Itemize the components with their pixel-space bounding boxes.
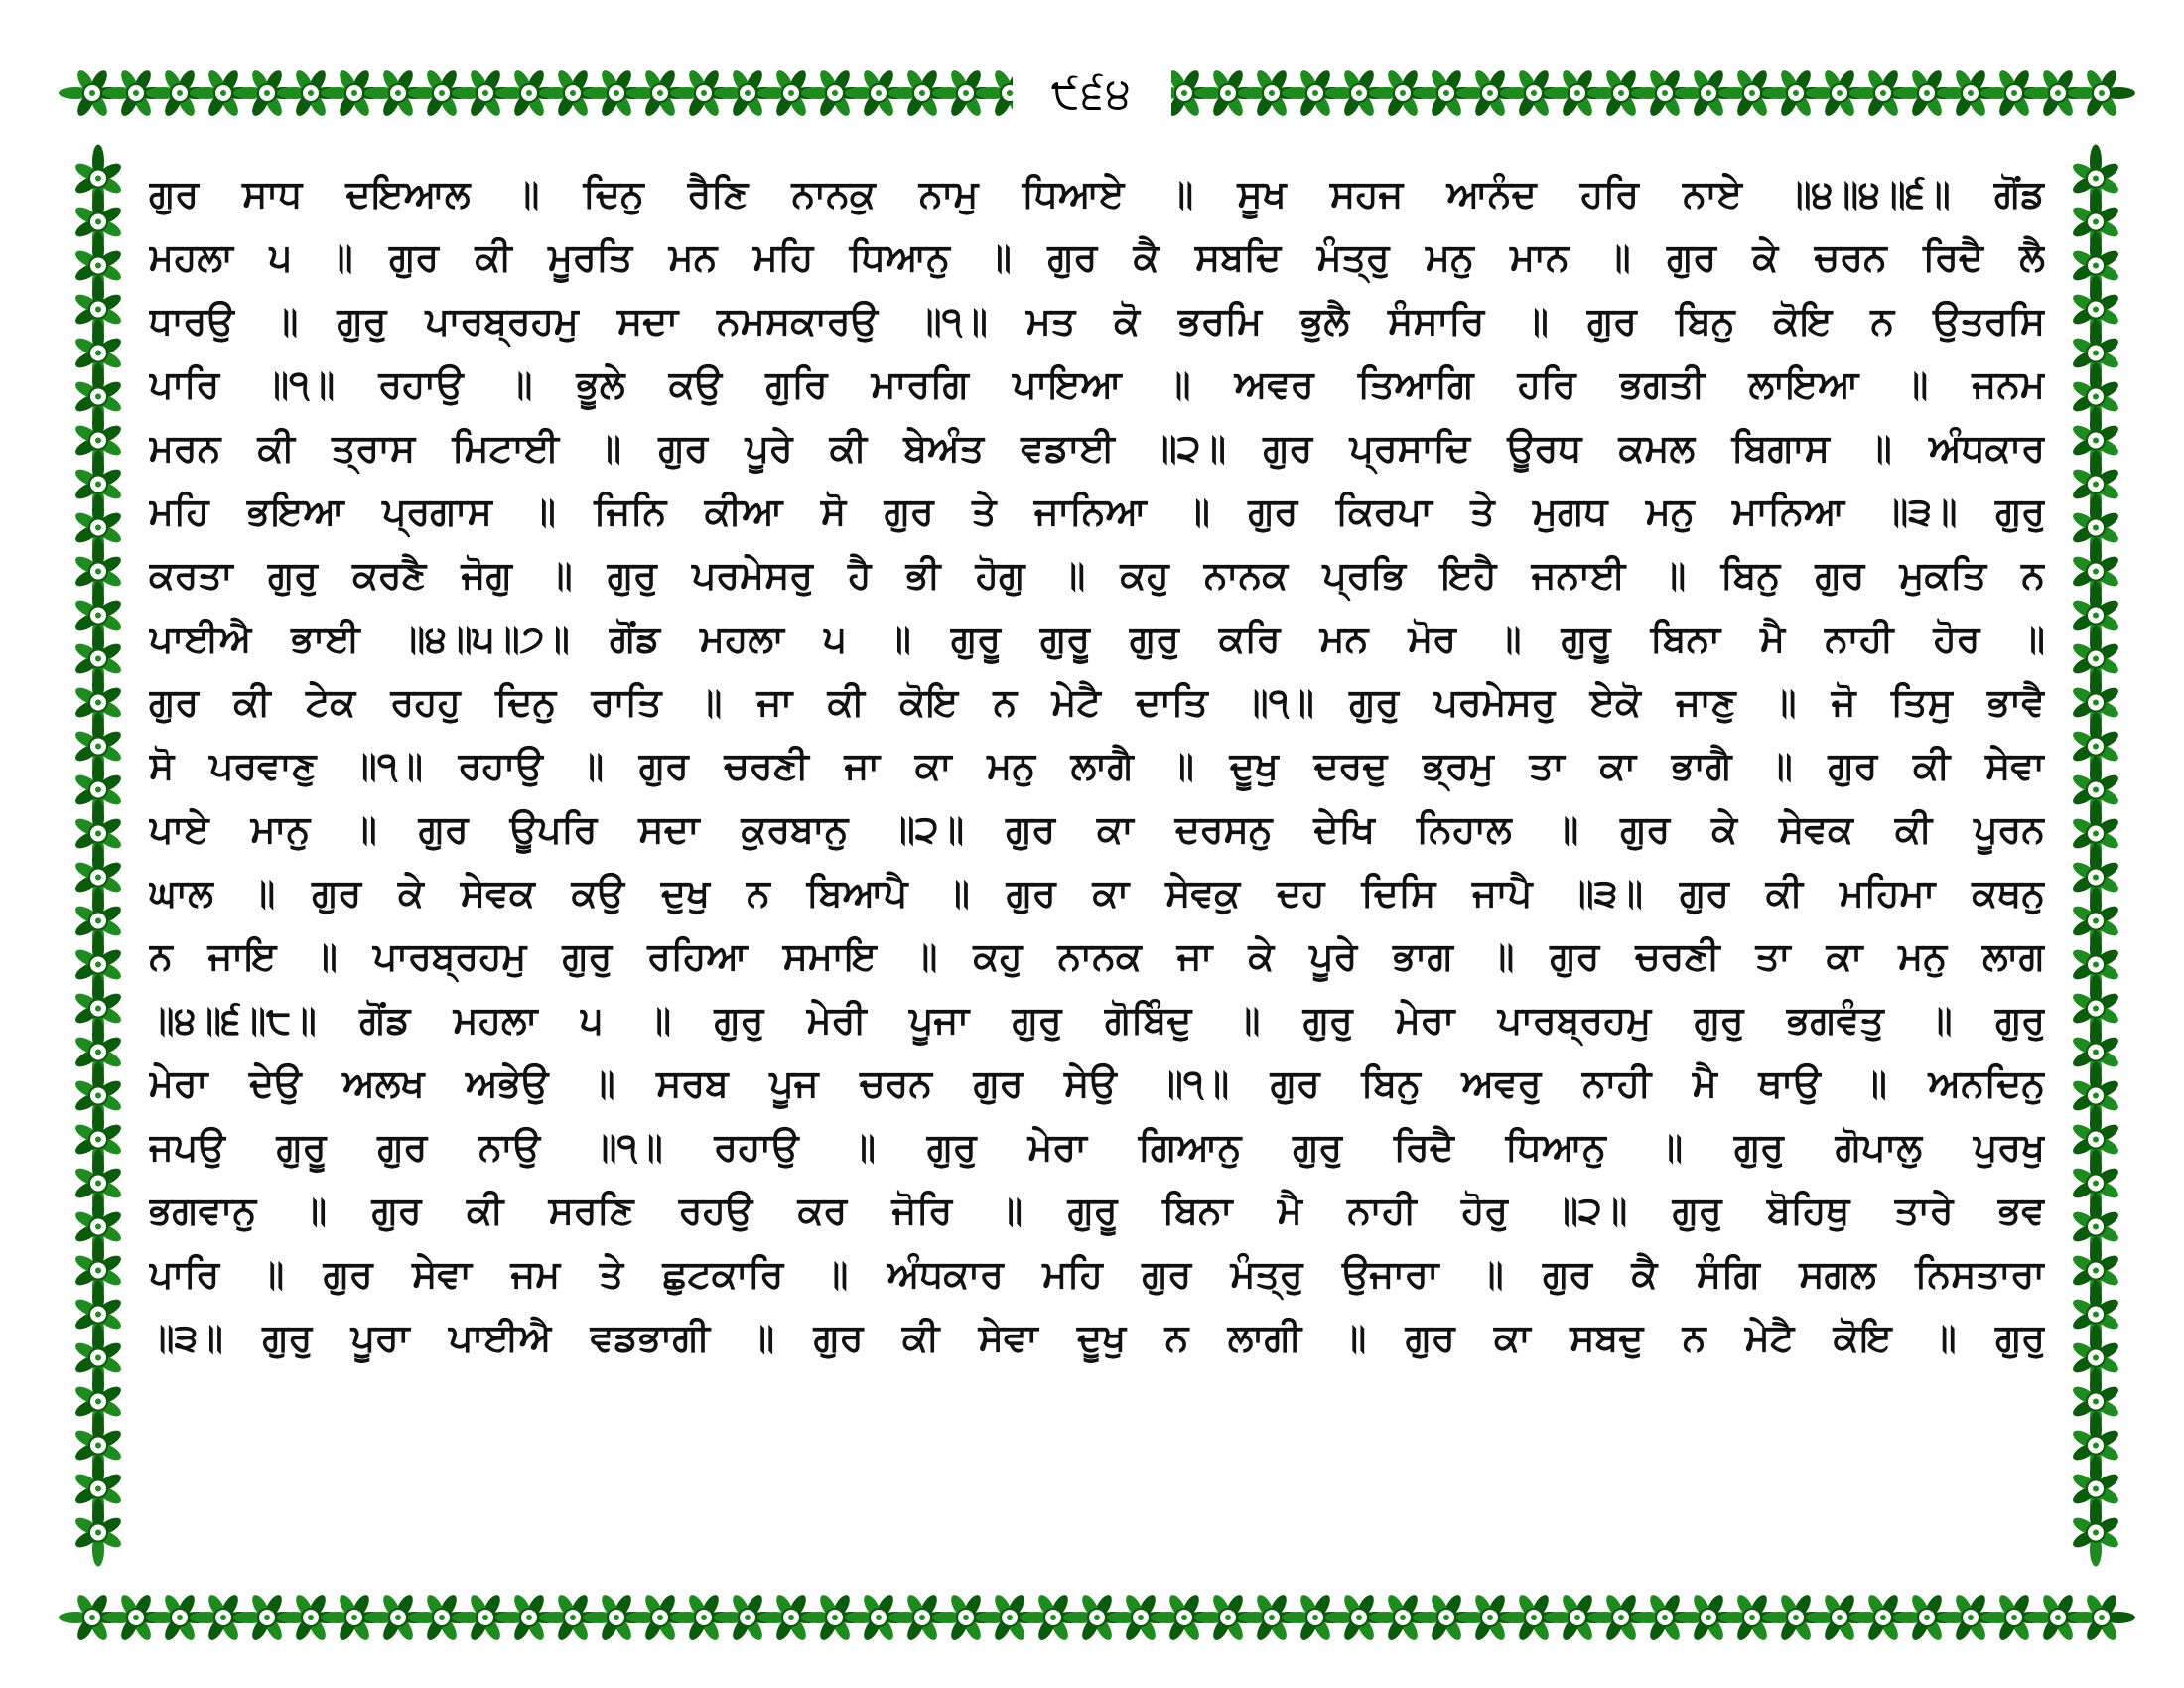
flower-icon: [72, 1499, 123, 1567]
flower-icon: [2068, 68, 2135, 118]
text-line: ਜਪਉ ਗੁਰੂ ਗੁਰ ਨਾਉ ॥੧॥ ਰਹਾਉ ॥ ਗੁਰੁ ਮੇਰਾ ਗਿਆਨੁ ਗੁਰੁ ਰਿਦੈ ਧਿਆਨੁ ॥ ਗੁਰੁ ਗੋਪਾਲੁ ਪੁਰਖੁ: [149, 1125, 2045, 1169]
text-line: ਮੇਰਾ ਦੇਉ ਅਲਖ ਅਭੇਉ ॥ ਸਰਬ ਪੂਜ ਚਰਨ ਗੁਰ ਸੇਉ ॥੧॥ ਗੁਰ ਬਿਨੁ ਅਵਰੁ ਨਾਹੀ ਮੈ ਥਾਉ ॥ ਅਨਦਿਨੁ: [149, 1061, 2045, 1105]
border-left: [55, 137, 142, 1574]
page-number: ੯੬੪: [1050, 68, 1134, 119]
text-line: ਧਾਰਉ ॥ ਗੁਰੁ ਪਾਰਬ੍ਰਹਮੁ ਸਦਾ ਨਮਸਕਾਰਉ ॥੧॥ ਮਤ ਕੋ ਭਰਮਿ ਭੁਲੈ ਸੰਸਾਰਿ ॥ ਗੁਰ ਬਿਨੁ ਕੋਇ ਨ ਉਤਰਸਿ: [149, 299, 2045, 343]
text-line: ਭਗਵਾਨੁ ॥ ਗੁਰ ਕੀ ਸਰਣਿ ਰਹਉ ਕਰ ਜੋਰਿ ॥ ਗੁਰੂ ਬਿਨਾ ਮੈ ਨਾਹੀ ਹੋਰੁ ॥੨॥ ਗੁਰੁ ਬੋਹਿਥੁ ਤਾਰੇ ਭਵ: [149, 1189, 2045, 1232]
text-line: ਮਹਲਾ ੫ ॥ ਗੁਰ ਕੀ ਮੂਰਤਿ ਮਨ ਮਹਿ ਧਿਆਨੁ ॥ ਗੁਰ ਕੈ ਸਬਦਿ ਮੰਤ੍ਰੁ ਮਨੁ ਮਾਨ ॥ ਗੁਰ ਕੇ ਚਰਨ ਰਿਦੈ ਲੈ: [149, 235, 2045, 279]
page-number-box: [1013, 50, 1171, 137]
border-right: [2052, 137, 2139, 1574]
text-line: ਮਹਿ ਭਇਆ ਪ੍ਰਗਾਸ ॥ ਜਿਨਿ ਕੀਆ ਸੋ ਗੁਰ ਤੇ ਜਾਨਿਆ ॥ ਗੁਰ ਕਿਰਪਾ ਤੇ ਮੁਗਧ ਮਨੁ ਮਾਨਿਆ ॥੩॥ ਗੁਰੁ: [149, 490, 2045, 533]
floral-vine-icon: [55, 1574, 2139, 1661]
text-line: ਨ ਜਾਇ ॥ ਪਾਰਬ੍ਰਹਮੁ ਗੁਰੁ ਰਹਿਆ ਸਮਾਇ ॥ ਕਹੁ ਨਾਨਕ ਜਾ ਕੇ ਪੂਰੇ ਭਾਗ ॥ ਗੁਰ ਚਰਣੀ ਤਾ ਕਾ ਮਨੁ ਲਾਗ: [149, 934, 2045, 978]
floral-vine-icon: [55, 137, 142, 1574]
text-line: ॥੪॥੬॥੮॥ ਗੋਂਡ ਮਹਲਾ ੫ ॥ ਗੁਰੁ ਮੇਰੀ ਪੂਜਾ ਗੁਰੁ ਗੋਬਿੰਦੁ ॥ ਗੁਰੁ ਮੇਰਾ ਪਾਰਬ੍ਰਹਮੁ ਗੁਰੁ ਭਗਵੰਤੁ ॥ ਗੁਰੁ: [149, 998, 2045, 1042]
text-line: ਮਰਨ ਕੀ ਤ੍ਰਾਸ ਮਿਟਾਈ ॥ ਗੁਰ ਪੂਰੇ ਕੀ ਬੇਅੰਤ ਵਡਾਈ ॥੨॥ ਗੁਰ ਪ੍ਰਸਾਦਿ ਊਰਧ ਕਮਲ ਬਿਗਾਸ ॥ ਅੰਧਕਾਰ: [149, 426, 2045, 470]
flower-icon: [2068, 1592, 2135, 1642]
text-line: ਪਾਈਐ ਭਾਈ ॥੪॥੫॥੭॥ ਗੋਂਡ ਮਹਲਾ ੫ ॥ ਗੁਰੂ ਗੁਰੂ ਗੁਰੁ ਕਰਿ ਮਨ ਮੋਰ ॥ ਗੁਰੂ ਬਿਨਾ ਮੈ ਨਾਹੀ ਹੋਰ ॥: [149, 617, 2045, 660]
text-line: ਸੋ ਪਰਵਾਣੁ ॥੧॥ ਰਹਾਉ ॥ ਗੁਰ ਚਰਣੀ ਜਾ ਕਾ ਮਨੁ ਲਾਗੈ ॥ ਦੂਖੁ ਦਰਦੁ ਭ੍ਰਮੁ ਤਾ ਕਾ ਭਾਗੈ ॥ ਗੁਰ ਕੀ ਸੇਵਾ: [149, 744, 2045, 787]
text-line: ਗੁਰ ਕੀ ਟੇਕ ਰਹਹੁ ਦਿਨੁ ਰਾਤਿ ॥ ਜਾ ਕੀ ਕੋਇ ਨ ਮੇਟੈ ਦਾਤਿ ॥੧॥ ਗੁਰੁ ਪਰਮੇਸਰੁ ਏਕੋ ਜਾਣੁ ॥ ਜੋ ਤਿਸੁ ਭਾਵੈ: [149, 680, 2045, 724]
scripture-text-block: [149, 162, 2045, 1369]
border-bottom: [55, 1574, 2139, 1661]
text-line: ਪਾਏ ਮਾਨੁ ॥ ਗੁਰ ਊਪਰਿ ਸਦਾ ਕੁਰਬਾਨੁ ॥੨॥ ਗੁਰ ਕਾ ਦਰਸਨੁ ਦੇਖਿ ਨਿਹਾਲ ॥ ਗੁਰ ਕੇ ਸੇਵਕ ਕੀ ਪੂਰਨ: [149, 807, 2045, 851]
text-line: ਕਰਤਾ ਗੁਰੁ ਕਰਣੈ ਜੋਗੁ ॥ ਗੁਰੁ ਪਰਮੇਸਰੁ ਹੈ ਭੀ ਹੋਗੁ ॥ ਕਹੁ ਨਾਨਕ ਪ੍ਰਭਿ ਇਹੈ ਜਨਾਈ ॥ ਬਿਨੁ ਗੁਰ ਮੁਕਤਿ ਨ: [149, 553, 2045, 597]
floral-vine-icon: [2052, 137, 2139, 1574]
text-line: ਪਾਰਿ ॥ ਗੁਰ ਸੇਵਾ ਜਮ ਤੇ ਛੁਟਕਾਰਿ ॥ ਅੰਧਕਾਰ ਮਹਿ ਗੁਰ ਮੰਤ੍ਰੁ ਉਜਾਰਾ ॥ ਗੁਰ ਕੈ ਸੰਗਿ ਸਗਲ ਨਿਸਤਾਰਾ: [149, 1252, 2045, 1296]
text-line: ਗੁਰ ਸਾਧ ਦਇਆਲ ॥ ਦਿਨੁ ਰੈਣਿ ਨਾਨਕੁ ਨਾਮੁ ਧਿਆਏ ॥ ਸੂਖ ਸਹਜ ਆਨੰਦ ਹਰਿ ਨਾਏ ॥੪॥੪॥੬॥ ਗੋਂਡ: [149, 172, 2045, 215]
text-line: ਪਾਰਿ ॥੧॥ ਰਹਾਉ ॥ ਭੂਲੇ ਕਉ ਗੁਰਿ ਮਾਰਗਿ ਪਾਇਆ ॥ ਅਵਰ ਤਿਆਗਿ ਹਰਿ ਭਗਤੀ ਲਾਇਆ ॥ ਜਨਮ: [149, 362, 2045, 406]
text-line: ਘਾਲ ॥ ਗੁਰ ਕੇ ਸੇਵਕ ਕਉ ਦੁਖੁ ਨ ਬਿਆਪੈ ॥ ਗੁਰ ਕਾ ਸੇਵਕੁ ਦਹ ਦਿਸਿ ਜਾਪੈ ॥੩॥ ਗੁਰ ਕੀ ਮਹਿਮਾ ਕਥਨੁ: [149, 871, 2045, 914]
text-line: ॥੩॥ ਗੁਰੁ ਪੂਰਾ ਪਾਈਐ ਵਡਭਾਗੀ ॥ ਗੁਰ ਕੀ ਸੇਵਾ ਦੂਖੁ ਨ ਲਾਗੀ ॥ ਗੁਰ ਕਾ ਸਬਦੁ ਨ ਮੇਟੈ ਕੋਇ ॥ ਗੁਰੁ: [149, 1316, 2045, 1359]
flower-icon: [2070, 1499, 2120, 1567]
